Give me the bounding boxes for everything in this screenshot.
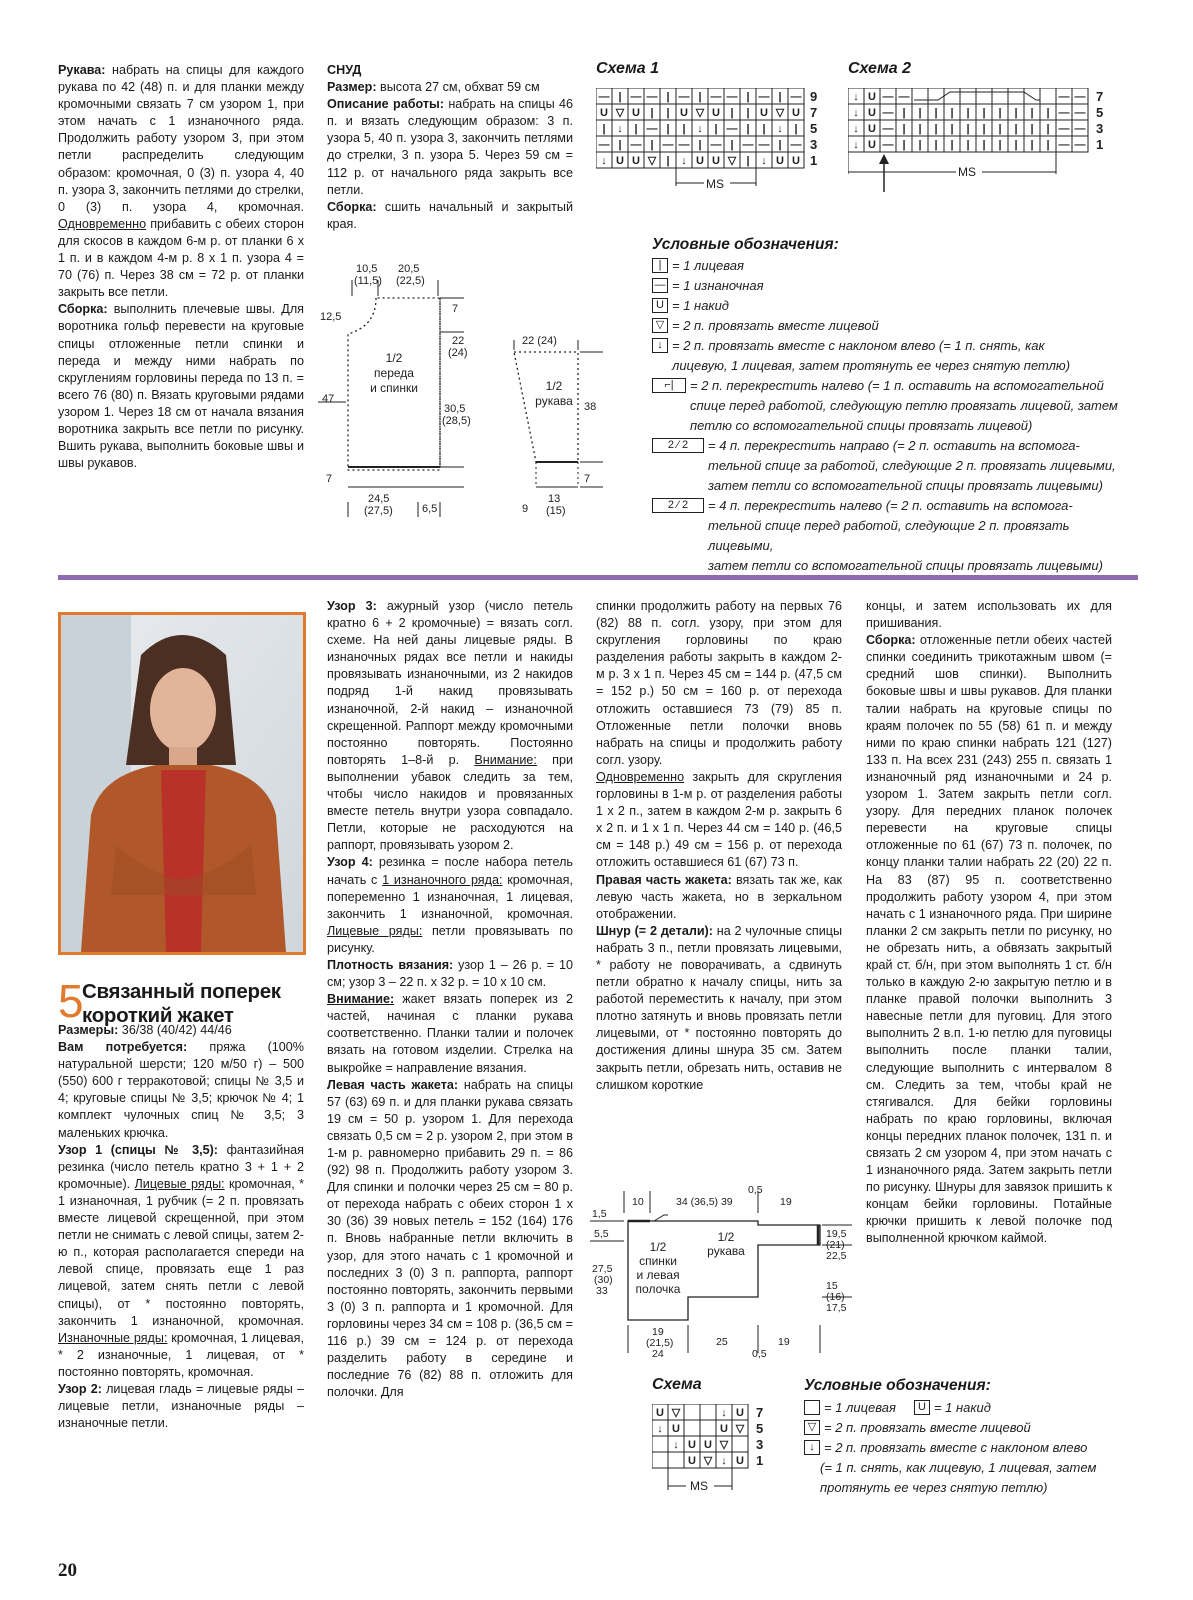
row-number: 5 bbox=[756, 1421, 764, 1436]
dim-label: 13 bbox=[548, 493, 561, 505]
dim-label: 0,5 bbox=[748, 1185, 763, 1196]
svg-text:|: | bbox=[918, 107, 922, 119]
dim-label: 19 bbox=[778, 1336, 790, 1348]
dim-label: (28,5) bbox=[442, 415, 471, 427]
svg-text:—: — bbox=[646, 123, 658, 135]
svg-text:—: — bbox=[1058, 139, 1070, 151]
svg-text:↓: ↓ bbox=[853, 123, 859, 135]
svg-text:U: U bbox=[760, 107, 768, 119]
svg-text:|: | bbox=[998, 139, 1002, 151]
svg-text:U: U bbox=[680, 107, 688, 119]
ssk-icon: ↓ bbox=[804, 1440, 820, 1455]
svg-text:—: — bbox=[790, 91, 802, 103]
svg-text:|: | bbox=[1014, 123, 1018, 135]
ms-label: MS bbox=[690, 1479, 708, 1493]
svg-text:▽: ▽ bbox=[671, 1407, 681, 1419]
model-photo-illustration bbox=[61, 615, 303, 952]
svg-text:—: — bbox=[758, 91, 770, 103]
dim-label: 10 bbox=[632, 1196, 644, 1208]
dim-label: 9 bbox=[522, 503, 529, 515]
section-divider bbox=[58, 575, 1138, 580]
dim-label: (21,5) bbox=[646, 1337, 674, 1349]
svg-text:—: — bbox=[710, 139, 722, 151]
dim-label: 7 bbox=[326, 473, 333, 485]
svg-text:↓: ↓ bbox=[617, 123, 623, 135]
svg-text:|: | bbox=[730, 107, 734, 119]
svg-text:|: | bbox=[714, 123, 718, 135]
dim-label: (16) bbox=[826, 1291, 845, 1303]
svg-text:▽: ▽ bbox=[703, 1455, 713, 1467]
svg-text:|: | bbox=[746, 123, 750, 135]
piece-label: 1/2 bbox=[545, 379, 563, 393]
svg-text:—: — bbox=[898, 91, 910, 103]
row-number: 7 bbox=[810, 105, 818, 120]
svg-text:U: U bbox=[868, 139, 876, 151]
row-number: 9 bbox=[810, 89, 818, 104]
svg-text:|: | bbox=[602, 123, 606, 135]
legend-top: | = 1 лицевая — = 1 изнаночная U = 1 накид ▽ = 2 п. провязать вместе лицевой ↓ = 2 п. провязать вместе с наклоном влево (= 1 п. снять, как лицевую, 1 лицевая, затем протянуть ее через снятую петлю) ⌐| = 2 п. перекрестить налево (= 1 п. оставить на вспомогательной спице перед работой, следующую петлю провязать лицевой, затем петлю со вспомогательной спицы провязать лицевой) 2 ⁄ 2 = 4 п. перекрестить направо (= 2 п. оставить на вспомога- тельной спице за работой, следующие 2 п. провязать лицевыми, затем петли со вспомогательной спицы провязать лицевыми) 2 ⁄ 2 = 4 п. перекрестить налево (= 2 п. оставить на вспомога- тельной спице перед работой, следующие 2 п. провязать лицевыми, затем петли со вспомогательной спицы провязать лицевыми) bbox=[652, 256, 1122, 576]
svg-text:↓: ↓ bbox=[697, 123, 703, 135]
dim-label: 1,5 bbox=[592, 1208, 607, 1220]
purl-icon: — bbox=[652, 278, 668, 293]
svg-text:|: | bbox=[666, 107, 670, 119]
svg-text:↓: ↓ bbox=[721, 1455, 727, 1467]
svg-text:—: — bbox=[882, 139, 894, 151]
svg-text:|: | bbox=[778, 139, 782, 151]
svg-text:|: | bbox=[1030, 107, 1034, 119]
dim-label: 12,5 bbox=[320, 311, 342, 323]
svg-text:U: U bbox=[704, 1439, 712, 1451]
svg-text:|: | bbox=[618, 91, 622, 103]
svg-text:▽: ▽ bbox=[727, 155, 737, 167]
svg-text:↓: ↓ bbox=[657, 1423, 663, 1435]
dim-label: 30,5 bbox=[444, 403, 466, 415]
svg-text:—: — bbox=[662, 139, 674, 151]
svg-text:|: | bbox=[1046, 123, 1050, 135]
svg-text:—: — bbox=[598, 91, 610, 103]
svg-text:U: U bbox=[720, 1423, 728, 1435]
pattern-top-diagram bbox=[318, 262, 610, 522]
svg-text:—: — bbox=[646, 91, 658, 103]
knit-icon: | bbox=[652, 258, 668, 273]
svg-text:—: — bbox=[882, 107, 894, 119]
svg-text:|: | bbox=[950, 139, 954, 151]
dim-label: 22,5 bbox=[826, 1250, 847, 1262]
row-number: 5 bbox=[810, 121, 818, 136]
svg-text:↓: ↓ bbox=[673, 1439, 679, 1451]
svg-text:|: | bbox=[650, 107, 654, 119]
svg-text:|: | bbox=[902, 139, 906, 151]
svg-text:▽: ▽ bbox=[647, 155, 657, 167]
piece-label: рукава bbox=[707, 1244, 745, 1258]
svg-text:|: | bbox=[902, 123, 906, 135]
dim-label: (27,5) bbox=[364, 505, 393, 517]
svg-text:↓: ↓ bbox=[681, 155, 687, 167]
model-photo bbox=[58, 612, 306, 955]
svg-text:|: | bbox=[794, 123, 798, 135]
dim-label: 7 bbox=[452, 303, 459, 315]
piece-label: и левая bbox=[636, 1268, 680, 1282]
svg-text:U: U bbox=[776, 155, 784, 167]
svg-text:|: | bbox=[966, 123, 970, 135]
svg-text:|: | bbox=[950, 123, 954, 135]
svg-text:U: U bbox=[736, 1455, 744, 1467]
piece-label: 1/2 bbox=[649, 1240, 667, 1254]
assembly-heading: Сборка: bbox=[58, 302, 108, 317]
svg-text:—: — bbox=[1074, 91, 1086, 103]
svg-text:|: | bbox=[934, 139, 938, 151]
svg-text:|: | bbox=[666, 91, 670, 103]
yarn-over-icon: U bbox=[914, 1400, 930, 1415]
dim-label: 34 (36,5) 39 bbox=[676, 1196, 733, 1208]
legend-bottom: = 1 лицевая U = 1 накид ▽ = 2 п. провязать вместе лицевой ↓ = 2 п. провязать вместе с наклоном влево (= 1 п. снять, как лицевую, 1 лицевая, затем протянуть ее через снятую петлю) bbox=[804, 1398, 1124, 1498]
svg-text:|: | bbox=[982, 123, 986, 135]
svg-text:|: | bbox=[1046, 139, 1050, 151]
dim-label: 19 bbox=[780, 1196, 792, 1208]
row-number: 1 bbox=[756, 1453, 764, 1468]
svg-text:▽: ▽ bbox=[719, 1439, 729, 1451]
svg-text:U: U bbox=[656, 1407, 664, 1419]
dim-label: 6,5 bbox=[422, 503, 438, 515]
svg-text:|: | bbox=[998, 107, 1002, 119]
svg-text:|: | bbox=[746, 91, 750, 103]
yarn-over-icon: U bbox=[652, 298, 668, 313]
legend-bottom-title: Условные обозначения: bbox=[804, 1377, 991, 1394]
svg-text:|: | bbox=[918, 123, 922, 135]
dim-label: 38 bbox=[584, 401, 597, 413]
svg-text:↓: ↓ bbox=[853, 91, 859, 103]
ssk-icon: ↓ bbox=[652, 338, 668, 353]
svg-text:|: | bbox=[746, 107, 750, 119]
svg-text:|: | bbox=[698, 91, 702, 103]
row-number: 1 bbox=[810, 153, 818, 168]
dim-label: 24,5 bbox=[368, 493, 390, 505]
top-column-1: Рукава: набрать на спицы для каждого рукава по 42 (48) п. и для планки между кромочными связать 7 см узором 1, при этом начать с 1 изнаночного ряда. Продолжить работу узором 3, при этом петли распределить следующим образом: кромочная, 0 (3) п. узора 4, 40 п. узора 3, закончить петлями до стрелки, 0 (3) п. узора 4, кромочная. Одновременно прибавить с обеих сторон для скосов в каждом 6-м р. от планки 6 х 1 п. и в каждом 4-м р. 8 х 1 п. узора 4 = 70 (76) п. Через 38 см = 72 р. от планки закрыть все петли. Сборка: выполнить плечевые швы. Для воротника гольф перевести на круговые спицы отложенные петли спинки и переда и между ними набрать по скруглениям горловины переда по 13 п. = всего 76 (80) п. Вязать круговыми рядами узором 1. Через 18 см от начала вязания воротника закрыть все петли по рисунку. Вшить рукава, выполнить боковые швы и швы рукавов. bbox=[58, 63, 304, 471]
dim-label: (30) bbox=[594, 1274, 613, 1286]
svg-text:—: — bbox=[678, 91, 690, 103]
title-line-1: Связанный поперек bbox=[82, 980, 281, 1003]
svg-text:|: | bbox=[1030, 139, 1034, 151]
svg-text:—: — bbox=[1074, 139, 1086, 151]
dim-label: (21) bbox=[826, 1239, 845, 1251]
svg-text:—: — bbox=[742, 139, 754, 151]
schema-3-title: Схема bbox=[652, 1376, 702, 1393]
svg-text:|: | bbox=[966, 107, 970, 119]
svg-text:U: U bbox=[712, 107, 720, 119]
dim-label: 33 bbox=[596, 1285, 608, 1297]
svg-text:↓: ↓ bbox=[777, 123, 783, 135]
dim-label: (11,5) bbox=[354, 275, 382, 287]
svg-text:|: | bbox=[682, 123, 686, 135]
svg-text:↓: ↓ bbox=[721, 1407, 727, 1419]
cable-left-4-icon: 2 ⁄ 2 bbox=[652, 498, 704, 513]
row-number: 7 bbox=[756, 1405, 764, 1420]
row-number: 3 bbox=[756, 1437, 764, 1452]
article-number: 5 bbox=[58, 975, 84, 1027]
svg-text:—: — bbox=[882, 123, 894, 135]
svg-text:↓: ↓ bbox=[761, 155, 767, 167]
dim-label: 19 bbox=[652, 1326, 664, 1338]
piece-label: переда bbox=[374, 366, 414, 380]
svg-text:—: — bbox=[598, 139, 610, 151]
svg-text:—: — bbox=[1074, 107, 1086, 119]
dim-label: 22 (24) bbox=[522, 335, 557, 347]
svg-text:—: — bbox=[1058, 123, 1070, 135]
svg-text:—: — bbox=[1074, 123, 1086, 135]
svg-text:▽: ▽ bbox=[735, 1423, 745, 1435]
dim-label: 5,5 bbox=[594, 1228, 609, 1240]
svg-text:|: | bbox=[982, 139, 986, 151]
knit-icon bbox=[804, 1400, 820, 1415]
page-number: 20 bbox=[58, 1560, 77, 1581]
bottom-column-3: спинки продолжить работу на первых 76 (82) 88 п. согл. узору, при этом для скругления горловины по краю разделения работы закрыть в каждом 2-м р. 3 х 1 п. Через 45 см = 144 р. (47,5 см = 152 р.) 50 см = 160 р. от перехода отложить оставшиеся 73 (79) 85 п. Отложенные петли полочки вновь набрать на спицы и продолжить работу согл. узору. Одновременно закрыть для скругления горловины в 1-м р. от разделения работы 1 х 2 п., затем в каждом 2-м р. закрыть 6 х 2 п. и 1 х 1 п. Через 44 см = 140 р. (46,5 см = 148 р.) 49 см = 156 р. от перехода отложить оставшиеся 61 (67) 73 п. Правая часть жакета: вязать так же, как левую часть жакета, но в зеркальном отображении. Шнур (= 2 детали): на 2 чулочные спицы набрать 3 п., петли провязать лицевыми, * работу не поворачивать, а сдвинуть петли обратно к началу спицы, нить за работой переместить к началу, при этом плотно затянуть и вновь провязать петли лицевыми, от * постоянно повторять до достижения длины шнура 35 см. Затем закрыть петли, обрезать нить, оставив не слишком короткие bbox=[596, 599, 842, 1092]
schema-2-chart bbox=[848, 88, 1118, 196]
svg-text:▽: ▽ bbox=[695, 107, 705, 119]
svg-text:—: — bbox=[1058, 91, 1070, 103]
row-number: 5 bbox=[1096, 105, 1104, 120]
dim-label: 15 bbox=[826, 1280, 838, 1292]
svg-text:U: U bbox=[632, 107, 640, 119]
svg-text:|: | bbox=[1014, 139, 1018, 151]
svg-text:—: — bbox=[630, 139, 642, 151]
svg-text:—: — bbox=[678, 139, 690, 151]
svg-text:↓: ↓ bbox=[601, 155, 607, 167]
svg-text:U: U bbox=[616, 155, 624, 167]
row-number: 3 bbox=[810, 137, 818, 152]
piece-label: спинки bbox=[639, 1254, 677, 1268]
svg-text:U: U bbox=[696, 155, 704, 167]
svg-text:U: U bbox=[600, 107, 608, 119]
dim-label: (22,5) bbox=[396, 275, 425, 287]
dim-label: 7 bbox=[584, 473, 591, 485]
svg-text:—: — bbox=[790, 139, 802, 151]
svg-text:|: | bbox=[1046, 107, 1050, 119]
svg-text:U: U bbox=[688, 1439, 696, 1451]
svg-text:—: — bbox=[882, 91, 894, 103]
svg-text:|: | bbox=[918, 139, 922, 151]
svg-text:|: | bbox=[934, 107, 938, 119]
svg-text:U: U bbox=[792, 107, 800, 119]
svg-text:▽: ▽ bbox=[775, 107, 785, 119]
svg-text:U: U bbox=[632, 155, 640, 167]
svg-text:U: U bbox=[712, 155, 720, 167]
svg-text:|: | bbox=[982, 107, 986, 119]
svg-text:U: U bbox=[672, 1423, 680, 1435]
svg-text:—: — bbox=[710, 91, 722, 103]
svg-text:|: | bbox=[902, 107, 906, 119]
dim-label: 24 bbox=[652, 1348, 664, 1360]
top-column-2: СНУД Размер: высота 27 см, обхват 59 см Описание работы: набрать на спицы 46 п. и вязать следующим образом: 3 п. узора 5, 40 п. узора 3, закончить петлями до стрелки, 3 п. узора 5. Через 59 см = 112 р. от начального ряда закрыть все петли. Сборка: сшить начальный и закрытый края. bbox=[327, 63, 573, 231]
svg-text:|: | bbox=[746, 155, 750, 167]
svg-text:↓: ↓ bbox=[853, 107, 859, 119]
svg-text:U: U bbox=[688, 1455, 696, 1467]
svg-text:|: | bbox=[618, 139, 622, 151]
bottom-column-4: концы, и затем использовать их для пришивания. Сборка: отложенные петли обеих частей спинки соединить трикотажным швом (= средний шов спинки). Выполнить боковые швы и швы рукавов. Для планки талии набрать на круговые спицы по краям полочек по 55 (58) 61 п. и между ними по краю спинки набрать 121 (127) 133 п. На всех 231 (243) 255 п. связать 1 изнаночный ряд изнаночными и 24 р. узором 1. Затем закрыть петли согл. узору. Для передних планок полочек перевести на круговые спицы отложенные по 61 (67) 73 п. полочек, по концу планки талии набрать 22 (20) 22 п. На 83 (87) 95 п. соответственно продолжить работу узором 4, при этом начать с 1 изнаночного ряда. При ширине планки 2 см закрыть петли по рисунку, но не обрезать нить, а обвязать закрытый край ст. б/н, при этом выполнять 1 ст. б/н только в каждую 2-ю закрытую петлю и в планке правой полочки выполнить 3 навесные петли для пуговиц. Для этого выполнить 2 в.п. 1-ю петлю для пуговицы выполнить после планки талии, следующие выполнить с интервалом 8 см. Следить за тем, чтобы край не стягивался. Для бейки горловины набрать по краю горловины, включая концы передних планок полочек, 131 п. и связать 2 см узором 4, при этом начать с 1 изнаночного ряда. Затем закрыть петли по рисунку. Шнуры для завязок пришить к концам бейки горловины. Потайные крючки пришить к левой полочке под выполненной крючком каймой. bbox=[866, 599, 1112, 1246]
dim-label: 20,5 bbox=[398, 263, 420, 275]
dim-label: 25 bbox=[716, 1336, 728, 1348]
svg-text:|: | bbox=[778, 91, 782, 103]
title-line-2: короткий жакет bbox=[82, 1004, 234, 1027]
dim-label: (24) bbox=[448, 347, 468, 359]
dim-label: 27,5 bbox=[592, 1263, 613, 1275]
sleeves-heading: Рукава: bbox=[58, 63, 106, 77]
piece-label: и спинки bbox=[370, 381, 418, 395]
k2tog-icon: ▽ bbox=[804, 1420, 820, 1435]
piece-label: 1/2 bbox=[717, 1230, 735, 1244]
svg-text:|: | bbox=[730, 139, 734, 151]
svg-text:|: | bbox=[634, 123, 638, 135]
bottom-column-2: Узор 3: ажурный узор (число петель кратно 6 + 2 кромочные) = вязать согл. схеме. На ней даны лицевые ряды. В изнаночных рядах все петли и накиды провязывать изнаночными, из 2 накидов подряд 1-й накид провязывать изнаночной, 2-й накид – изнаночной скрещенной. Раппорт между кромочными постоянно повторять. Постоянно повторять 1–8-й р. Внимание: при выполнении убавок следить за тем, чтобы число накидов и провязанных вместе петель внутри узора совпадало. Петли, которые не расходуются на раппорт, провязывать узором 2. Узор 4: резинка = после набора петель начать с 1 изнаночного ряда: кромочная, попеременно 1 изнаночная, 1 лицевая, закончить 1 изнаночной, кромочная. Лицевые ряды: петли провязывать по рисунку. Плотность вязания: узор 1 – 26 р. = 10 см; узор 3 – 22 п. х 32 р. = 10 х 10 см. Внимание: жакет вязать поперек из 2 частей, начиная с планки рукава соответственно. Планки талии и полочек вязать на готовом изделии. Стрелка на выкройке = направление вязания. Левая часть жакета: набрать на спицы 57 (63) 69 п. и для планки рукава связать 19 см = 50 р. узором 1. Для перехода связать 0,5 см = 2 р. узором 2, при этом в 1-м р. равномерно прибавить 29 п. = 86 (92) 98 п. Продолжить работу узором 3. Для спинки и полочки через 25 см = 80 р. от перехода набрать с обеих сторон 1 x 30 (36) 39 новых петель = 152 (164) 176 п. Вновь набранные петли включить в узор, для этого начать с 1 кромочной и последних 3 (0) 3 п. раппорта, раппорт постоянно повторять, закончить первыми 3 (0) 3 п. раппорта и 1 кромочной. Для горловины через 34 см = 108 р. (36,5 см = 116 р.) 39 см = 124 р. от перехода разделить работу в середине и последние 76 (82) 88 п. отложить для полочки. Для bbox=[327, 599, 574, 1400]
svg-text:|: | bbox=[666, 155, 670, 167]
svg-text:|: | bbox=[1014, 107, 1018, 119]
snood-title: СНУД bbox=[327, 63, 362, 77]
svg-text:|: | bbox=[650, 139, 654, 151]
dim-label: 47 bbox=[322, 393, 335, 405]
ms-label: MS bbox=[706, 177, 724, 191]
schema-2-title: Схема 2 bbox=[848, 60, 912, 77]
svg-text:—: — bbox=[726, 123, 738, 135]
dim-label: 0,5 bbox=[752, 1348, 767, 1360]
k2tog-icon: ▽ bbox=[652, 318, 668, 333]
svg-text:|: | bbox=[998, 123, 1002, 135]
svg-text:—: — bbox=[1058, 107, 1070, 119]
dim-label: 22 bbox=[452, 335, 465, 347]
svg-text:—: — bbox=[758, 139, 770, 151]
piece-label: 1/2 bbox=[385, 351, 403, 365]
svg-text:|: | bbox=[762, 123, 766, 135]
svg-text:U: U bbox=[868, 123, 876, 135]
svg-text:U: U bbox=[868, 91, 876, 103]
svg-text:U: U bbox=[792, 155, 800, 167]
cable-right-4-icon: 2 ⁄ 2 bbox=[652, 438, 704, 453]
svg-text:|: | bbox=[966, 139, 970, 151]
ms-label: MS bbox=[958, 165, 976, 179]
dim-label: 10,5 bbox=[356, 263, 378, 275]
svg-text:|: | bbox=[1030, 123, 1034, 135]
row-number: 7 bbox=[1096, 89, 1104, 104]
bottom-column-1: Размеры: 36/38 (40/42) 44/46 Вам потребуется: пряжа (100% натуральной шерсти; 120 м/50 г) – 500 (550) 600 г терракотовой; спицы № 3,5 и 4; круговые спицы № 3,5; крючок № 4; 1 комплект чулочных спиц № 3,5; 3 маленьких крючка. Узор 1 (спицы № 3,5): фантазийная резинка (число петель кратно 3 + 1 + 2 кромочные). Лицевые ряды: кромочная, * 1 изнаночная, 1 рубчик (= 2 п. провязать вместе лицевой скрещенной, при этом петли не снимать с левой спицы, затем 2-ю п., которая располагается спереди на левой спице, провязать еще 1 раз лицевой, затем снять петли с левой спицы), от * постоянно повторять, закончить 1 изнаночной, кромочная. Изнаночные ряды: кромочная, 1 лицевая, * 2 изнаночные, 1 лицевая, от * постоянно повторять, кромочная. Узор 2: лицевая гладь = лицевые ряды – лицевые петли, изнаночные ряды – изнаночные петли. bbox=[58, 1023, 305, 1431]
svg-text:—: — bbox=[726, 91, 738, 103]
svg-text:U: U bbox=[868, 107, 876, 119]
svg-text:U: U bbox=[736, 1407, 744, 1419]
row-number: 1 bbox=[1096, 137, 1104, 152]
svg-text:|: | bbox=[698, 139, 702, 151]
svg-text:|: | bbox=[666, 123, 670, 135]
pattern-bottom-diagram bbox=[590, 1185, 858, 1365]
dim-label: 17,5 bbox=[826, 1302, 847, 1314]
dim-label: (15) bbox=[546, 505, 566, 517]
dim-label: 19,5 bbox=[826, 1228, 847, 1240]
svg-text:↓: ↓ bbox=[853, 139, 859, 151]
row-number: 3 bbox=[1096, 121, 1104, 136]
cross-left-2-icon: ⌐| bbox=[652, 378, 686, 393]
svg-text:|: | bbox=[950, 107, 954, 119]
svg-text:|: | bbox=[934, 123, 938, 135]
schema-1-title: Схема 1 bbox=[596, 60, 660, 77]
piece-label: рукава bbox=[535, 394, 573, 408]
schema-3-chart bbox=[652, 1404, 782, 1496]
piece-label: полочка bbox=[635, 1282, 681, 1296]
legend-top-title: Условные обозначения: bbox=[652, 236, 839, 253]
svg-text:—: — bbox=[630, 91, 642, 103]
schema-1-chart bbox=[596, 88, 826, 196]
svg-text:▽: ▽ bbox=[615, 107, 625, 119]
